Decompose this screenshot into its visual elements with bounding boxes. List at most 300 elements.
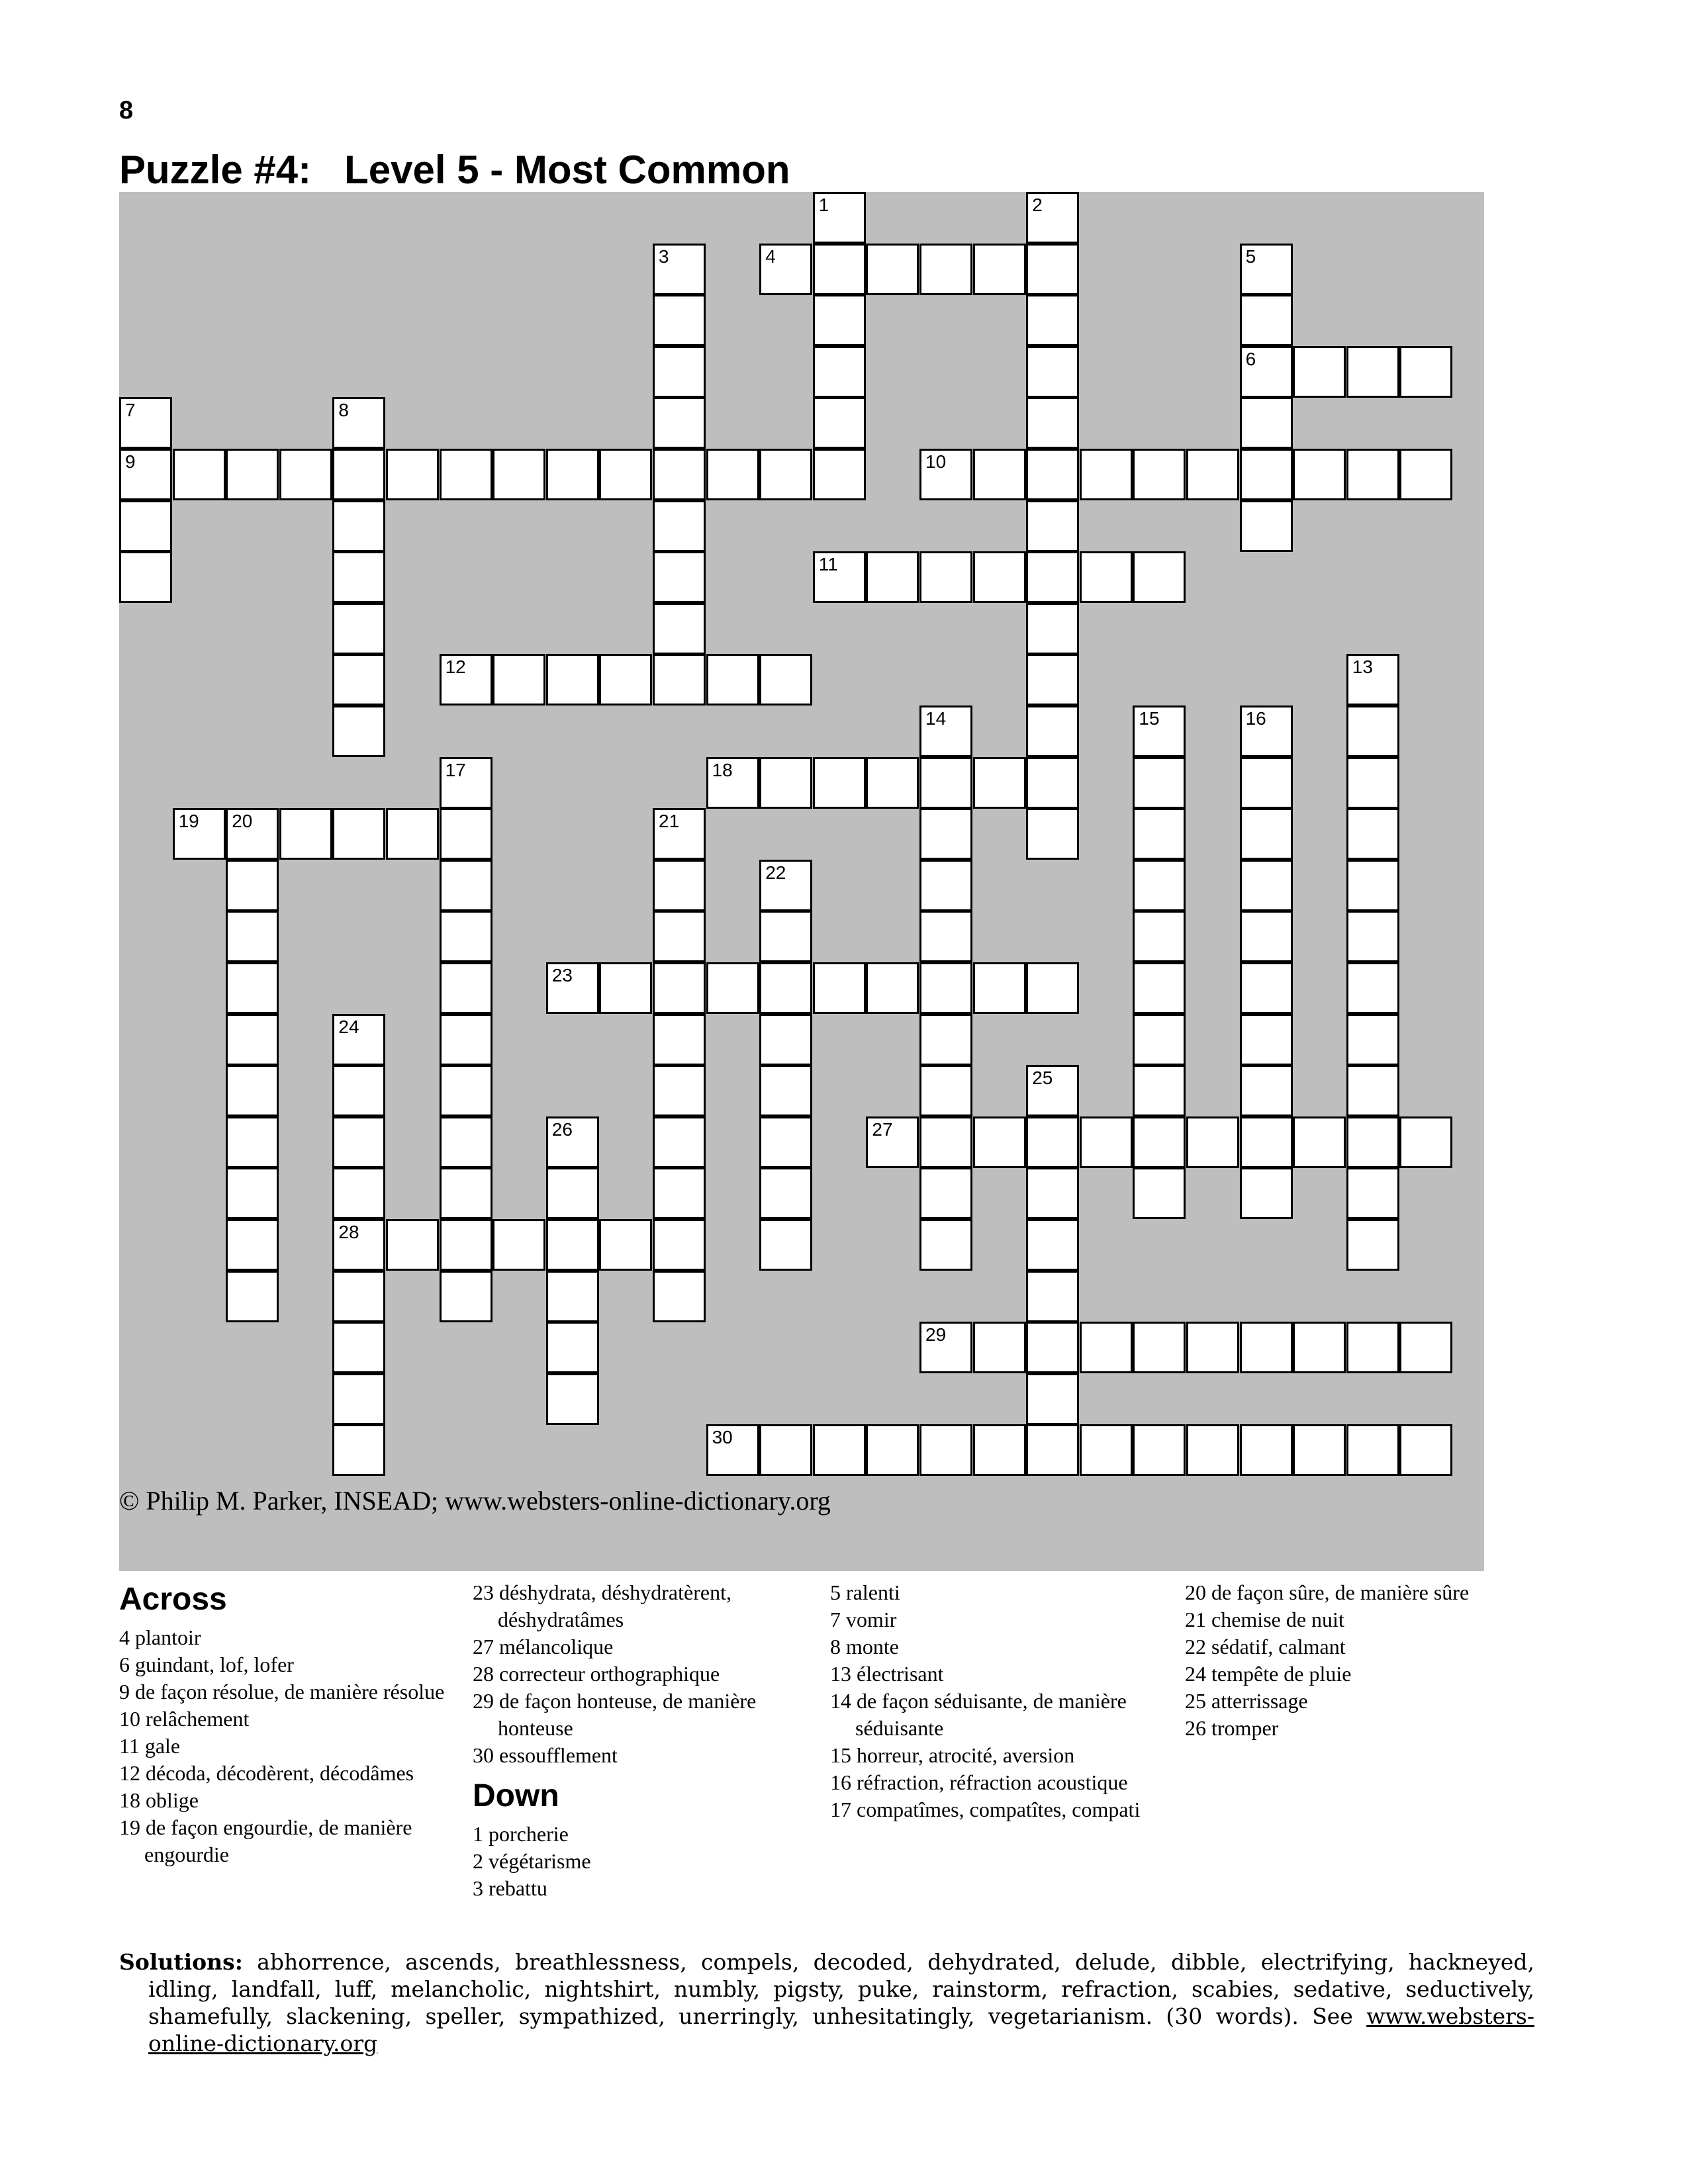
grid-cell[interactable] — [332, 551, 385, 603]
grid-cell[interactable] — [440, 962, 492, 1014]
grid-cell[interactable] — [866, 1424, 919, 1476]
clue-number: 1 — [818, 195, 829, 215]
clues-col2 — [473, 1579, 790, 1902]
grid-cell[interactable] — [1346, 1065, 1399, 1116]
grid-cell[interactable] — [653, 346, 706, 398]
grid-cell[interactable] — [1399, 346, 1452, 398]
grid-cell[interactable] — [813, 449, 866, 500]
grid-cell[interactable] — [599, 1219, 652, 1271]
grid-cell[interactable] — [1133, 1322, 1186, 1373]
grid-cell[interactable] — [1026, 500, 1079, 552]
grid-cell[interactable] — [279, 808, 332, 860]
grid-cell[interactable] — [546, 1373, 599, 1425]
grid-cell[interactable] — [759, 1424, 812, 1476]
clue-number: 19 — [178, 811, 199, 832]
grid-cell[interactable] — [919, 1065, 972, 1116]
grid-cell[interactable] — [866, 962, 919, 1014]
grid-cell[interactable] — [1026, 1167, 1079, 1219]
grid-cell[interactable] — [759, 757, 812, 809]
grid-cell[interactable] — [1293, 449, 1346, 500]
grid-cell[interactable] — [119, 449, 172, 500]
clue-number: 17 — [445, 759, 466, 780]
grid-cell[interactable] — [919, 449, 972, 500]
grid-cell[interactable] — [813, 962, 866, 1014]
grid-cell[interactable] — [1399, 1322, 1452, 1373]
clue-number: 2 — [1032, 195, 1043, 215]
grid-cell[interactable] — [813, 346, 866, 398]
grid-cell[interactable] — [440, 1065, 492, 1116]
grid-cell[interactable] — [919, 1424, 972, 1476]
grid-cell[interactable] — [973, 244, 1026, 295]
grid-cell[interactable] — [759, 1116, 812, 1168]
grid-cell[interactable] — [1346, 1116, 1399, 1168]
grid-cell[interactable] — [759, 911, 812, 962]
clue-number: 13 — [1352, 657, 1373, 678]
down-heading: Down — [473, 1778, 559, 1813]
grid-cell[interactable] — [1133, 1065, 1186, 1116]
grid-cell[interactable] — [1133, 911, 1186, 962]
clue-number: 24 — [338, 1016, 359, 1037]
grid-cell[interactable] — [759, 654, 812, 705]
grid-cell[interactable] — [1346, 1322, 1399, 1373]
down-clue-5: 5 ralenti — [830, 1580, 900, 1604]
grid-cell[interactable] — [1186, 1116, 1239, 1168]
down-clues-col4 — [1185, 1579, 1489, 1742]
grid-cell[interactable] — [759, 860, 812, 911]
grid-cell[interactable] — [226, 962, 279, 1014]
grid-cell[interactable] — [1080, 449, 1133, 500]
clue-number: 15 — [1139, 708, 1160, 729]
grid-cell[interactable] — [1026, 1373, 1079, 1425]
grid-cell[interactable] — [653, 397, 706, 449]
grid-cell[interactable] — [1399, 1116, 1452, 1168]
grid-cell[interactable] — [546, 962, 599, 1014]
grid-cell[interactable] — [973, 1322, 1026, 1373]
grid-cell[interactable] — [919, 962, 972, 1014]
grid-cell[interactable] — [866, 551, 919, 603]
grid-cell[interactable] — [1026, 757, 1079, 809]
grid-cell[interactable] — [1293, 346, 1346, 398]
grid-cell[interactable] — [226, 1116, 279, 1168]
grid-cell[interactable] — [1026, 1322, 1079, 1373]
grid-cell[interactable] — [1240, 757, 1293, 809]
clue-number: 14 — [925, 708, 947, 729]
grid-cell[interactable] — [119, 397, 172, 449]
grid-cell[interactable] — [919, 1219, 972, 1271]
clue-number: 18 — [712, 759, 733, 780]
across-clue-11: 11 gale — [119, 1734, 181, 1758]
grid-cell[interactable] — [386, 1219, 439, 1271]
grid-cell[interactable] — [1399, 449, 1452, 500]
grid-cell[interactable] — [1240, 397, 1293, 449]
down-clue-21: 21 chemise de nuit — [1185, 1608, 1344, 1631]
grid-cell[interactable] — [1240, 808, 1293, 860]
grid-cell[interactable] — [866, 244, 919, 295]
grid-cell[interactable] — [973, 1116, 1026, 1168]
grid-cell[interactable] — [653, 1167, 706, 1219]
clue-number: 12 — [445, 657, 466, 678]
grid-cell[interactable] — [919, 551, 972, 603]
grid-cell[interactable] — [1293, 1116, 1346, 1168]
grid-cell[interactable] — [759, 1014, 812, 1066]
grid-cell[interactable] — [1346, 1014, 1399, 1066]
grid-cell[interactable] — [1346, 860, 1399, 911]
crossword-grid — [119, 192, 1484, 1571]
grid-cell[interactable] — [653, 449, 706, 500]
grid-cell[interactable] — [440, 860, 492, 911]
grid-cell[interactable] — [386, 449, 439, 500]
grid-cell[interactable] — [1133, 705, 1186, 757]
grid-cell[interactable] — [1240, 962, 1293, 1014]
grid-cell[interactable] — [1080, 1116, 1133, 1168]
grid-cell[interactable] — [1026, 1065, 1079, 1116]
grid-cell[interactable] — [119, 551, 172, 603]
grid-cell[interactable] — [653, 1271, 706, 1322]
grid-cell[interactable] — [1240, 1424, 1293, 1476]
grid-cell[interactable] — [1293, 1424, 1346, 1476]
grid-cell[interactable] — [1240, 1065, 1293, 1116]
grid-cell[interactable] — [1293, 1322, 1346, 1373]
grid-cell[interactable] — [866, 757, 919, 809]
grid-cell[interactable] — [1026, 1116, 1079, 1168]
solutions-label: Solutions: — [119, 1949, 243, 1975]
across-clue-27: 27 mélancolique — [473, 1635, 614, 1659]
grid-cell[interactable] — [1133, 808, 1186, 860]
clue-number: 21 — [659, 811, 680, 832]
solutions-link[interactable]: www.websters-online-dictionary.org — [148, 2003, 1534, 2056]
grid-cell[interactable] — [919, 1322, 972, 1373]
grid-cell[interactable] — [866, 1116, 919, 1168]
grid-cell[interactable] — [759, 1065, 812, 1116]
across-clue-28: 28 correcteur orthographique — [473, 1662, 720, 1686]
grid-cell[interactable] — [759, 244, 812, 295]
grid-cell[interactable] — [1133, 1116, 1186, 1168]
grid-cell[interactable] — [1026, 295, 1079, 346]
grid-cell[interactable] — [546, 654, 599, 705]
clue-number: 22 — [765, 862, 786, 883]
across-clue-30: 30 essoufflement — [473, 1743, 618, 1767]
across-clue-18: 18 oblige — [119, 1788, 199, 1812]
grid-cell[interactable] — [440, 1219, 492, 1271]
grid-cell[interactable] — [813, 551, 866, 603]
grid-cell[interactable] — [1240, 705, 1293, 757]
across-clue-19: 19 de façon engourdie, de manière engourdie — [119, 1815, 412, 1866]
grid-cell[interactable] — [440, 757, 492, 809]
clue-number: 10 — [925, 451, 947, 472]
grid-cell[interactable] — [332, 1271, 385, 1322]
grid-cell[interactable] — [919, 1167, 972, 1219]
grid-cell[interactable] — [492, 1219, 545, 1271]
clue-number: 3 — [659, 246, 669, 267]
grid-cell[interactable] — [1240, 860, 1293, 911]
grid-cell[interactable] — [1026, 551, 1079, 603]
grid-cell[interactable] — [599, 962, 652, 1014]
grid-cell[interactable] — [1240, 449, 1293, 500]
clue-number: 4 — [765, 246, 776, 267]
grid-cell[interactable] — [973, 757, 1026, 809]
grid-cell[interactable] — [1346, 1167, 1399, 1219]
grid-cell[interactable] — [226, 1014, 279, 1066]
grid-cell[interactable] — [813, 192, 866, 244]
grid-cell[interactable] — [1026, 808, 1079, 860]
grid-cell[interactable] — [653, 654, 706, 705]
grid-cell[interactable] — [440, 449, 492, 500]
grid-cell[interactable] — [1026, 1424, 1079, 1476]
down-clue-26: 26 tromper — [1185, 1716, 1279, 1740]
grid-cell[interactable] — [759, 449, 812, 500]
across-heading: Across — [119, 1582, 227, 1617]
grid-cell[interactable] — [653, 551, 706, 603]
down-clue-13: 13 électrisant — [830, 1662, 944, 1686]
grid-cell[interactable] — [1240, 1014, 1293, 1066]
grid-cell[interactable] — [1186, 1322, 1239, 1373]
across-clues-col1 — [119, 1579, 450, 1868]
grid-cell[interactable] — [1346, 1219, 1399, 1271]
grid-cell[interactable] — [173, 808, 226, 860]
grid-cell[interactable] — [1026, 962, 1079, 1014]
grid-cell[interactable] — [919, 1014, 972, 1066]
grid-cell[interactable] — [813, 1424, 866, 1476]
grid-cell[interactable] — [546, 1322, 599, 1373]
grid-cell[interactable] — [1026, 397, 1079, 449]
clue-number: 25 — [1032, 1068, 1053, 1089]
grid-cell[interactable] — [706, 1424, 759, 1476]
down-clue-1: 1 porcherie — [473, 1822, 569, 1846]
copyright-notice: © Philip M. Parker, INSEAD; www.websters-online-dictionary.org — [119, 1486, 831, 1516]
clue-number: 27 — [872, 1118, 893, 1140]
grid-cell[interactable] — [279, 449, 332, 500]
grid-cell[interactable] — [226, 1271, 279, 1322]
grid-cell[interactable] — [492, 654, 545, 705]
grid-cell[interactable] — [1186, 449, 1239, 500]
grid-cell[interactable] — [1346, 346, 1399, 398]
grid-cell[interactable] — [332, 1116, 385, 1168]
grid-cell[interactable] — [1240, 911, 1293, 962]
grid-cell[interactable] — [1133, 551, 1186, 603]
down-clue-24: 24 tempête de pluie — [1185, 1662, 1352, 1686]
grid-cell[interactable] — [1399, 1424, 1452, 1476]
grid-cell[interactable] — [332, 500, 385, 552]
clue-number: 28 — [338, 1222, 359, 1242]
grid-cell[interactable] — [386, 808, 439, 860]
grid-cell[interactable] — [1346, 705, 1399, 757]
grid-cell[interactable] — [332, 1373, 385, 1425]
grid-cell[interactable] — [440, 808, 492, 860]
grid-cell[interactable] — [1240, 500, 1293, 552]
down-clues-col3 — [830, 1579, 1141, 1823]
grid-cell[interactable] — [1133, 1014, 1186, 1066]
across-clue-29: 29 de façon honteuse, de manière honteuse — [473, 1689, 757, 1740]
across-clue-10: 10 relâchement — [119, 1707, 250, 1731]
clue-number: 7 — [125, 400, 136, 421]
grid-cell[interactable] — [226, 1219, 279, 1271]
grid-cell[interactable] — [492, 449, 545, 500]
grid-cell[interactable] — [226, 1167, 279, 1219]
grid-cell[interactable] — [919, 1116, 972, 1168]
grid-cell[interactable] — [1240, 1116, 1293, 1168]
grid-cell[interactable] — [440, 911, 492, 962]
grid-cell[interactable] — [546, 1271, 599, 1322]
grid-cell[interactable] — [1080, 1424, 1133, 1476]
grid-cell[interactable] — [653, 1065, 706, 1116]
grid-cell[interactable] — [1346, 808, 1399, 860]
grid-cell[interactable] — [1026, 346, 1079, 398]
grid-cell[interactable] — [813, 295, 866, 346]
grid-cell[interactable] — [1026, 244, 1079, 295]
grid-cell[interactable] — [973, 962, 1026, 1014]
grid-cell[interactable] — [1240, 1167, 1293, 1219]
grid-cell[interactable] — [706, 962, 759, 1014]
grid-cell[interactable] — [332, 705, 385, 757]
grid-cell[interactable] — [1346, 962, 1399, 1014]
grid-cell[interactable] — [653, 1219, 706, 1271]
down-clue-25: 25 atterrissage — [1185, 1689, 1308, 1713]
grid-cell[interactable] — [1240, 1322, 1293, 1373]
clue-number: 11 — [818, 554, 838, 575]
clue-number: 8 — [338, 400, 349, 421]
grid-cell[interactable] — [759, 1167, 812, 1219]
grid-cell[interactable] — [1346, 654, 1399, 705]
down-clue-22: 22 sédatif, calmant — [1185, 1635, 1346, 1659]
solutions-words: abhorrence, ascends, breathlessness, compels, decoded, dehydrated, delude, dibble, electrifying, hackneyed, idling, landfall, luff, melancholic, nightshirt, numbly, pigsty, puke, rainstorm, refraction, scabies, sedative, seductively, shamefully, slackening, speller, sympathized, unerringly, unhesitatingly, vegetarianism. (30 words). See — [148, 1949, 1534, 2029]
grid-cell[interactable] — [653, 1116, 706, 1168]
grid-cell[interactable] — [332, 1322, 385, 1373]
grid-cell[interactable] — [546, 1167, 599, 1219]
clue-number: 6 — [1245, 348, 1256, 369]
grid-cell[interactable] — [1133, 860, 1186, 911]
grid-cell[interactable] — [706, 757, 759, 809]
grid-cell[interactable] — [1346, 449, 1399, 500]
grid-cell[interactable] — [1026, 1219, 1079, 1271]
grid-cell[interactable] — [1026, 192, 1079, 244]
grid-cell[interactable] — [759, 1219, 812, 1271]
grid-cell[interactable] — [440, 1116, 492, 1168]
grid-cell[interactable] — [546, 1116, 599, 1168]
grid-cell[interactable] — [226, 1065, 279, 1116]
down-clue-2: 2 végétarisme — [473, 1849, 591, 1873]
across-clue-6: 6 guindant, lof, lofer — [119, 1653, 294, 1676]
across-clue-12: 12 décoda, décodèrent, décodâmes — [119, 1761, 414, 1785]
clue-number: 16 — [1245, 708, 1266, 729]
across-clue-4: 4 plantoir — [119, 1625, 201, 1649]
grid-cell[interactable] — [332, 654, 385, 705]
grid-cell[interactable] — [173, 449, 226, 500]
down-clue-17: 17 compatîmes, compatîtes, compati — [830, 1797, 1141, 1821]
grid-cell[interactable] — [332, 1065, 385, 1116]
grid-cell[interactable] — [1133, 449, 1186, 500]
grid-cell[interactable] — [653, 603, 706, 655]
grid-cell[interactable] — [813, 757, 866, 809]
grid-cell[interactable] — [226, 860, 279, 911]
down-clue-7: 7 vomir — [830, 1608, 897, 1631]
grid-cell[interactable] — [1346, 1424, 1399, 1476]
grid-cell[interactable] — [653, 808, 706, 860]
grid-cell[interactable] — [653, 860, 706, 911]
grid-cell[interactable] — [919, 808, 972, 860]
solutions-block — [119, 1948, 1534, 2057]
clue-number: 20 — [232, 811, 253, 832]
grid-cell[interactable] — [332, 1014, 385, 1066]
grid-cell[interactable] — [440, 654, 492, 705]
grid-cell[interactable] — [1133, 757, 1186, 809]
clue-number: 23 — [551, 965, 573, 985]
grid-cell[interactable] — [1240, 295, 1293, 346]
grid-cell[interactable] — [440, 1014, 492, 1066]
grid-cell[interactable] — [226, 808, 279, 860]
grid-cell[interactable] — [332, 808, 385, 860]
grid-cell[interactable] — [546, 1219, 599, 1271]
grid-cell[interactable] — [653, 1014, 706, 1066]
grid-cell[interactable] — [919, 705, 972, 757]
grid-cell[interactable] — [332, 603, 385, 655]
grid-cell[interactable] — [919, 244, 972, 295]
grid-cell[interactable] — [813, 244, 866, 295]
grid-cell[interactable] — [1133, 1167, 1186, 1219]
grid-cell[interactable] — [1346, 757, 1399, 809]
grid-cell[interactable] — [226, 449, 279, 500]
grid-cell[interactable] — [1240, 346, 1293, 398]
down-clue-16: 16 réfraction, réfraction acoustique — [830, 1770, 1128, 1794]
grid-cell[interactable] — [653, 295, 706, 346]
grid-cell[interactable] — [226, 911, 279, 962]
grid-cell[interactable] — [119, 500, 172, 552]
grid-cell[interactable] — [440, 1271, 492, 1322]
clue-number: 26 — [551, 1118, 573, 1140]
grid-cell[interactable] — [653, 244, 706, 295]
across-clue-23: 23 déshydrata, déshydratèrent, déshydratâmes — [473, 1580, 731, 1631]
grid-cell[interactable] — [332, 449, 385, 500]
grid-cell[interactable] — [599, 449, 652, 500]
grid-cell[interactable] — [332, 397, 385, 449]
grid-cell[interactable] — [1133, 962, 1186, 1014]
grid-cell[interactable] — [1080, 1322, 1133, 1373]
grid-cell[interactable] — [973, 551, 1026, 603]
grid-cell[interactable] — [1026, 654, 1079, 705]
grid-cell[interactable] — [1186, 1424, 1239, 1476]
grid-cell[interactable] — [1026, 1271, 1079, 1322]
grid-cell[interactable] — [973, 1424, 1026, 1476]
grid-cell[interactable] — [599, 654, 652, 705]
down-clue-14: 14 de façon séduisante, de manière séduisante — [830, 1689, 1127, 1740]
grid-cell[interactable] — [706, 449, 759, 500]
grid-cell[interactable] — [919, 860, 972, 911]
grid-cell[interactable] — [1240, 244, 1293, 295]
grid-cell[interactable] — [440, 1167, 492, 1219]
clue-number: 29 — [925, 1324, 947, 1345]
page-number: 8 — [119, 97, 134, 124]
grid-cell[interactable] — [546, 449, 599, 500]
across-clue-9: 9 de façon résolue, de manière résolue — [119, 1680, 445, 1704]
grid-cell[interactable] — [813, 397, 866, 449]
grid-cell[interactable] — [1080, 551, 1133, 603]
grid-cell[interactable] — [919, 757, 972, 809]
grid-cell[interactable] — [1026, 705, 1079, 757]
grid-cell[interactable] — [759, 962, 812, 1014]
grid-cell[interactable] — [919, 911, 972, 962]
grid-cell[interactable] — [653, 911, 706, 962]
grid-cell[interactable] — [1026, 603, 1079, 655]
grid-cell[interactable] — [332, 1167, 385, 1219]
grid-cell[interactable] — [1346, 911, 1399, 962]
grid-cell[interactable] — [1026, 449, 1079, 500]
grid-cell[interactable] — [706, 654, 759, 705]
grid-cell[interactable] — [653, 500, 706, 552]
grid-cell[interactable] — [332, 1424, 385, 1476]
grid-cell[interactable] — [1133, 1424, 1186, 1476]
grid-cell[interactable] — [973, 449, 1026, 500]
grid-cell[interactable] — [653, 962, 706, 1014]
grid-cell[interactable] — [332, 1219, 385, 1271]
